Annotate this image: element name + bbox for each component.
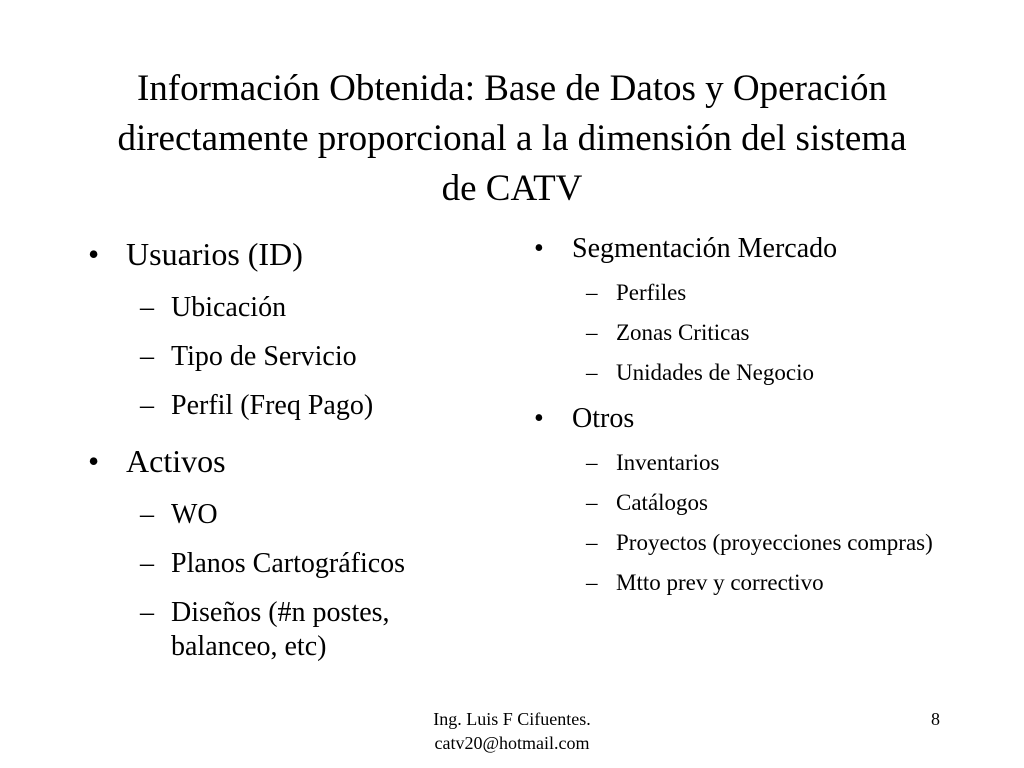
sub-item-label: Catálogos xyxy=(616,490,708,515)
dash-marker: – xyxy=(586,360,598,385)
bullet-label: Otros xyxy=(572,403,635,434)
sub-item-proyectos xyxy=(572,528,934,558)
dash-marker: – xyxy=(140,597,154,628)
sub-item-label: Unidades de Negocio xyxy=(616,360,814,385)
sub-item-label: WO xyxy=(171,499,218,530)
dash-marker: – xyxy=(586,280,598,305)
sub-item-wo xyxy=(126,498,488,532)
sub-item-inventarios xyxy=(572,448,934,478)
sub-item-zonas xyxy=(572,318,934,348)
bullet-marker: • xyxy=(88,443,100,479)
footer-email: catv20@hotmail.com xyxy=(434,733,590,753)
dash-marker: – xyxy=(140,499,154,530)
sub-list xyxy=(126,291,488,423)
sub-item-disenos xyxy=(126,596,488,664)
sub-list xyxy=(572,448,934,598)
sub-item-label: Diseños (#n postes, balanceo, etc) xyxy=(171,597,390,662)
slide-title xyxy=(60,64,964,214)
title-line-3: de CATV xyxy=(441,168,583,209)
sub-item-label: Inventarios xyxy=(616,450,720,475)
sub-item-label: Tipo de Servicio xyxy=(171,341,357,372)
sub-item-perfil xyxy=(126,389,488,423)
sub-item-label: Perfil (Freq Pago) xyxy=(171,390,374,421)
bullet-otros xyxy=(534,400,934,598)
bullet-marker: • xyxy=(534,403,544,434)
footer-author-block xyxy=(362,707,662,755)
title-line-1: Información Obtenida: Base de Datos y Operación xyxy=(136,68,888,109)
bullet-activos xyxy=(88,439,488,664)
right-bullet-column xyxy=(534,230,934,598)
sub-item-label: Perfiles xyxy=(616,280,687,305)
dash-marker: – xyxy=(586,320,598,345)
dash-marker: – xyxy=(586,570,598,595)
sub-item-label: Mtto prev y correctivo xyxy=(616,570,824,595)
dash-marker: – xyxy=(140,341,154,372)
bullet-label: Usuarios (ID) xyxy=(126,236,303,272)
bullet-label: Segmentación Mercado xyxy=(572,233,838,264)
left-bullet-column xyxy=(88,232,488,664)
sub-list xyxy=(572,278,934,388)
title-line-2: directamente proporcional a la dimensión del sistema xyxy=(117,118,907,159)
sub-item-planos xyxy=(126,547,488,581)
sub-item-mtto xyxy=(572,568,934,598)
dash-marker: – xyxy=(140,390,154,421)
sub-list xyxy=(126,498,488,664)
sub-item-perfiles xyxy=(572,278,934,308)
sub-item-label: Zonas Criticas xyxy=(616,320,750,345)
dash-marker: – xyxy=(586,490,598,515)
sub-item-ubicacion xyxy=(126,291,488,325)
bullet-label: Activos xyxy=(126,443,226,479)
dash-marker: – xyxy=(140,548,154,579)
dash-marker: – xyxy=(586,450,598,475)
dash-marker: – xyxy=(586,530,598,555)
footer-author: Ing. Luis F Cifuentes. xyxy=(433,709,591,729)
sub-item-catalogos xyxy=(572,488,934,518)
page-number: 8 xyxy=(931,709,940,729)
bullet-segmentacion xyxy=(534,230,934,388)
sub-item-label: Ubicación xyxy=(171,292,287,323)
dash-marker: – xyxy=(140,292,154,323)
sub-item-label: Proyectos (proyecciones compras) xyxy=(616,530,933,555)
sub-item-tipo-servicio xyxy=(126,340,488,374)
bullet-marker: • xyxy=(534,233,544,264)
bullet-usuarios xyxy=(88,232,488,423)
bullet-marker: • xyxy=(88,236,100,272)
sub-item-unidades xyxy=(572,358,934,388)
sub-item-label: Planos Cartográficos xyxy=(171,548,406,579)
